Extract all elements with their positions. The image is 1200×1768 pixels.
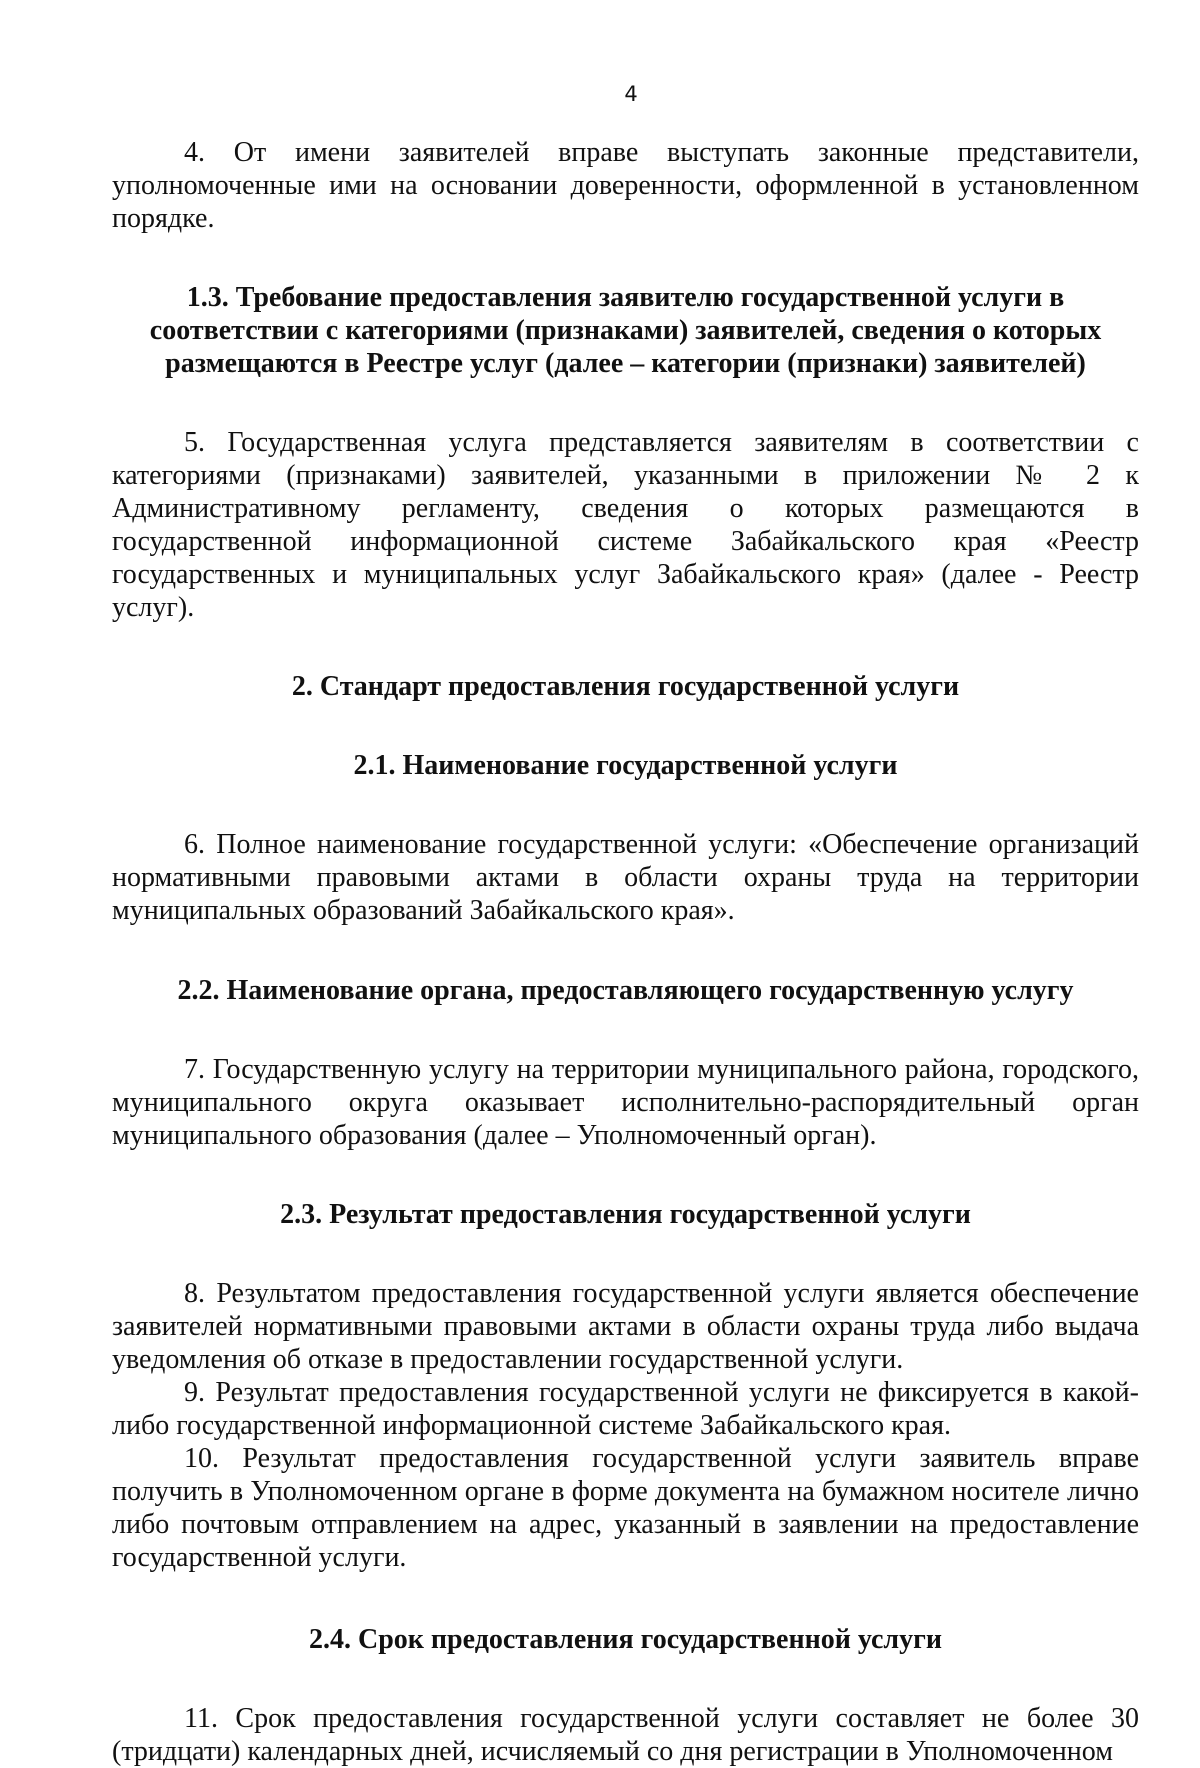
paragraph-8: 8. Результатом предоставления государственной услуги является обеспечение заявителей нормативными правовыми актами в области охраны труда либо выдача уведомления об отказе в предоставлении государственной услуги. (112, 1278, 1139, 1375)
paragraph-4: 4. От имени заявителей вправе выступать законные представители, уполномоченные ими на основании доверенности, оформленной в установленном порядке. (112, 137, 1139, 234)
section-heading-2-1: 2.1. Наименование государственной услуги (353, 750, 898, 781)
paragraph-11: 11. Срок предоставления государственной услуги составляет не более 30 (тридцати) календарных дней, исчисляемый со дня регистрации в Уполномоченном (112, 1703, 1139, 1767)
paragraph-7: 7. Государственную услугу на территории муниципального района, городского, муниципального округа оказывает исполнительно-распорядительный орган муниципального образования (далее – Уполномоченный орган). (112, 1054, 1139, 1151)
paragraph-9: 9. Результат предоставления государственной услуги не фиксируется в какой-либо государственной информационной системе Забайкальского края. (112, 1377, 1139, 1441)
page-number: 4 (624, 82, 638, 106)
paragraph-5: 5. Государственная услуга представляется заявителям в соответствии с категориями (признаками) заявителей, указанными в приложении № 2 к Административному регламенту, сведения о которых размещаются в государственной информационной системе Забайкальского края «Реестр государственных и муниципальных услуг Забайкальского края» (далее - Реестр услуг). (112, 427, 1139, 623)
document-body (112, 136, 1139, 1768)
section-heading-2-4: 2.4. Срок предоставления государственной услуги (309, 1624, 942, 1655)
section-heading-2-3: 2.3. Результат предоставления государственной услуги (280, 1199, 971, 1230)
paragraph-6: 6. Полное наименование государственной услуги: «Обеспечение организаций нормативными правовыми актами в области охраны труда на территории муниципальных образований Забайкальского края». (112, 829, 1139, 926)
section-heading-2: 2. Стандарт предоставления государственной услуги (291, 671, 960, 702)
section-heading-1-3: 1.3. Требование предоставления заявителю государственной услуги в соответствии с категориями (признаками) заявителей, сведения о которых размещаются в Реестре услуг (далее – категории (признаки) заявителей) (149, 282, 1102, 379)
paragraph-10: 10. Результат предоставления государственной услуги заявитель вправе получить в Уполномоченном органе в форме документа на бумажном носителе лично либо почтовым отправлением на адрес, указанный в заявлении на предоставление государственной услуги. (112, 1443, 1139, 1573)
section-heading-2-2: 2.2. Наименование органа, предоставляющего государственную услугу (177, 975, 1074, 1006)
